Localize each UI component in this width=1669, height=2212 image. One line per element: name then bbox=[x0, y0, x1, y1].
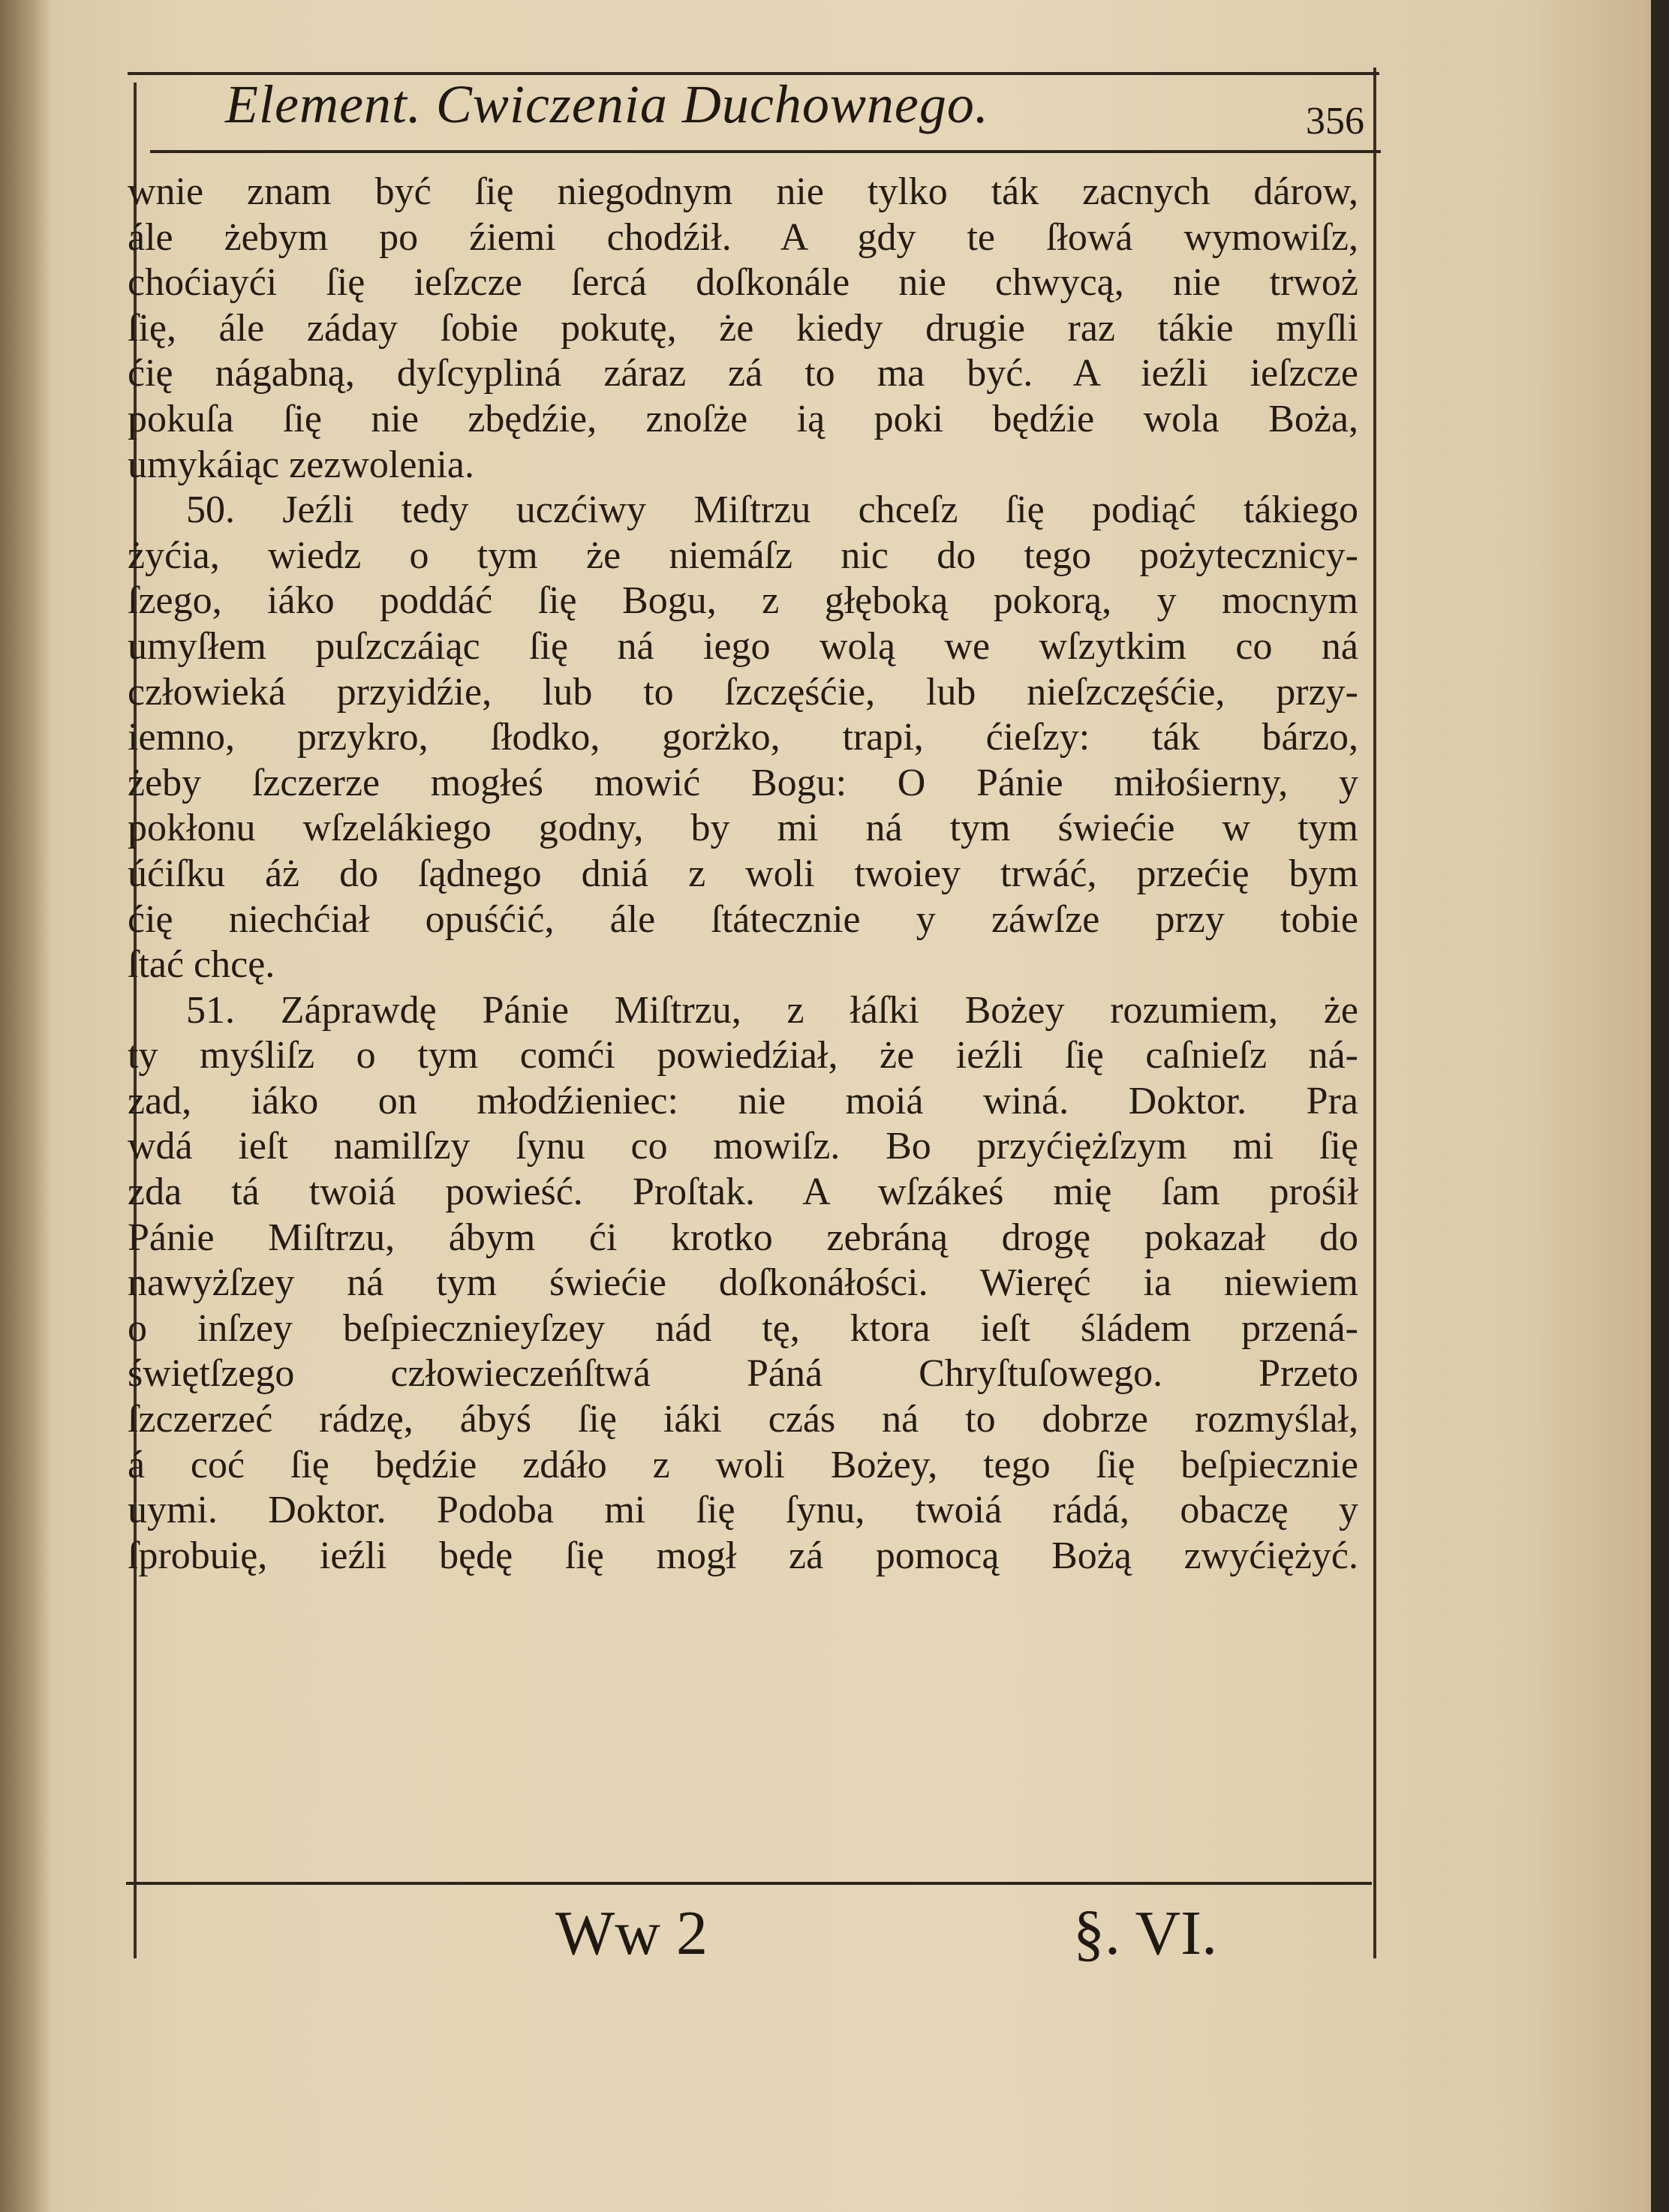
text-line: ſzego, iáko poddáć ſię Bogu, z głęboką pokorą, y mocnym bbox=[128, 579, 1358, 623]
text-line: iemno, przykro, ſłodko, gorżko, trapi, ćieſzy: ták bárzo, bbox=[128, 716, 1358, 759]
text-line: żyćia, wiedz o tym że niemáſz nic do tego pożytecznicy- bbox=[128, 533, 1358, 577]
text-line: żeby ſzczerze mogłeś mowić Bogu: O Pánie miłośierny, y bbox=[128, 761, 1358, 804]
text-line: ćię niechćiał opuśćić, ále ſtátecznie y záwſze przy tobie bbox=[128, 897, 1358, 941]
page-number: 356 bbox=[1306, 100, 1364, 143]
text-line: ſię, ále záday ſobie pokutę, że kiedy drugie raz tákie myſli bbox=[128, 306, 1358, 350]
text-line: choćiayći ſię ieſzcze ſercá doſkonále nie chwycą, nie trwoż bbox=[128, 261, 1358, 305]
text-line: umykáiąc zezwolenia. bbox=[128, 443, 474, 486]
running-head: Element. Cwiczenia Duchownego. bbox=[225, 74, 989, 134]
paragraph-50-start: 50. Jeźli tedy uczćiwy Miſtrzu chceſz ſię podiąć tákiego bbox=[186, 488, 1358, 532]
paragraph-51-start: 51. Záprawdę Pánie Miſtrzu, z łáſki Bożey rozumiem, że bbox=[186, 988, 1358, 1032]
text-line: zda tá twoiá powieść. Proſtak. A wſzákeś mię ſam prośił bbox=[128, 1171, 1358, 1214]
text-line: pokłonu wſzelákiego godny, by mi ná tym świećie w tym bbox=[128, 807, 1358, 850]
body-text bbox=[128, 170, 1358, 1579]
binding-gutter bbox=[0, 0, 53, 2212]
text-line: ále żebym po źiemi chodźił. A gdy te ſłowá wymowiſz, bbox=[128, 215, 1358, 259]
text-bottom-rule bbox=[126, 1882, 1372, 1885]
frame-right-rule bbox=[1373, 68, 1376, 1958]
text-line: ſtać chcę. bbox=[128, 943, 275, 987]
header-bottom-rule bbox=[150, 150, 1381, 153]
text-line: umyſłem puſzczáiąc ſię ná iego wolą we wſzytkim co ná bbox=[128, 624, 1358, 668]
text-line: uymi. Doktor. Podoba mi ſię ſynu, twoiá rádá, obaczę y bbox=[128, 1489, 1358, 1532]
text-line: ćię nágabną, dyſcypliná záraz zá to ma być. A ieźli ieſzcze bbox=[128, 352, 1358, 395]
signature-mark: Ww 2 bbox=[555, 1898, 708, 1968]
text-line: człowieká przyidźie, lub to ſzczęśćie, lub nieſzczęśćie, przy- bbox=[128, 670, 1358, 714]
text-line: nawyżſzey ná tym świećie doſkonáłości. Wieręć ia niewiem bbox=[128, 1261, 1358, 1305]
text-line: ſprobuię, ieźli będę ſię mogł zá pomocą Bożą zwyćiężyć. bbox=[128, 1534, 1358, 1577]
text-line: wdá ieſt namilſzy ſynu co mowiſz. Bo przyćiężſzym mi ſię bbox=[128, 1125, 1358, 1168]
text-line: świętſzego człowieczeńſtwá Páná Chryſtuſowego. Przeto bbox=[128, 1352, 1358, 1396]
text-line: wnie znam być ſię niegodnym nie tylko ták zacnych dárow, bbox=[128, 170, 1358, 213]
text-line: pokuſa ſię nie zbędźie, znoſże ią poki będźie wola Boża, bbox=[128, 397, 1358, 440]
text-line: zad, iáko on młodźieniec: nie moiá winá. Doktor. Pra bbox=[128, 1079, 1358, 1123]
text-line: ſzczerzeć rádzę, ábyś ſię iáki czás ná to dobrze rozmyślał, bbox=[128, 1398, 1358, 1441]
text-line: Pánie Miſtrzu, ábym ći krotko zebráną drogę pokazał do bbox=[128, 1216, 1358, 1259]
text-line: o inſzey beſpiecznieyſzey nád tę, ktora ieſt śládem przená- bbox=[128, 1306, 1358, 1350]
text-line: á coć ſię będźie zdáło z woli Bożey, tego ſię beſpiecznie bbox=[128, 1443, 1358, 1486]
text-line: úćiſku áż do ſądnego dniá z woli twoiey trwáć, przećię bym bbox=[128, 852, 1358, 895]
catchword: §. VI. bbox=[1073, 1898, 1218, 1968]
text-line: ty myśliſz o tym comći powiedźiał, że ieźli ſię caſnieſz ná- bbox=[128, 1034, 1358, 1077]
